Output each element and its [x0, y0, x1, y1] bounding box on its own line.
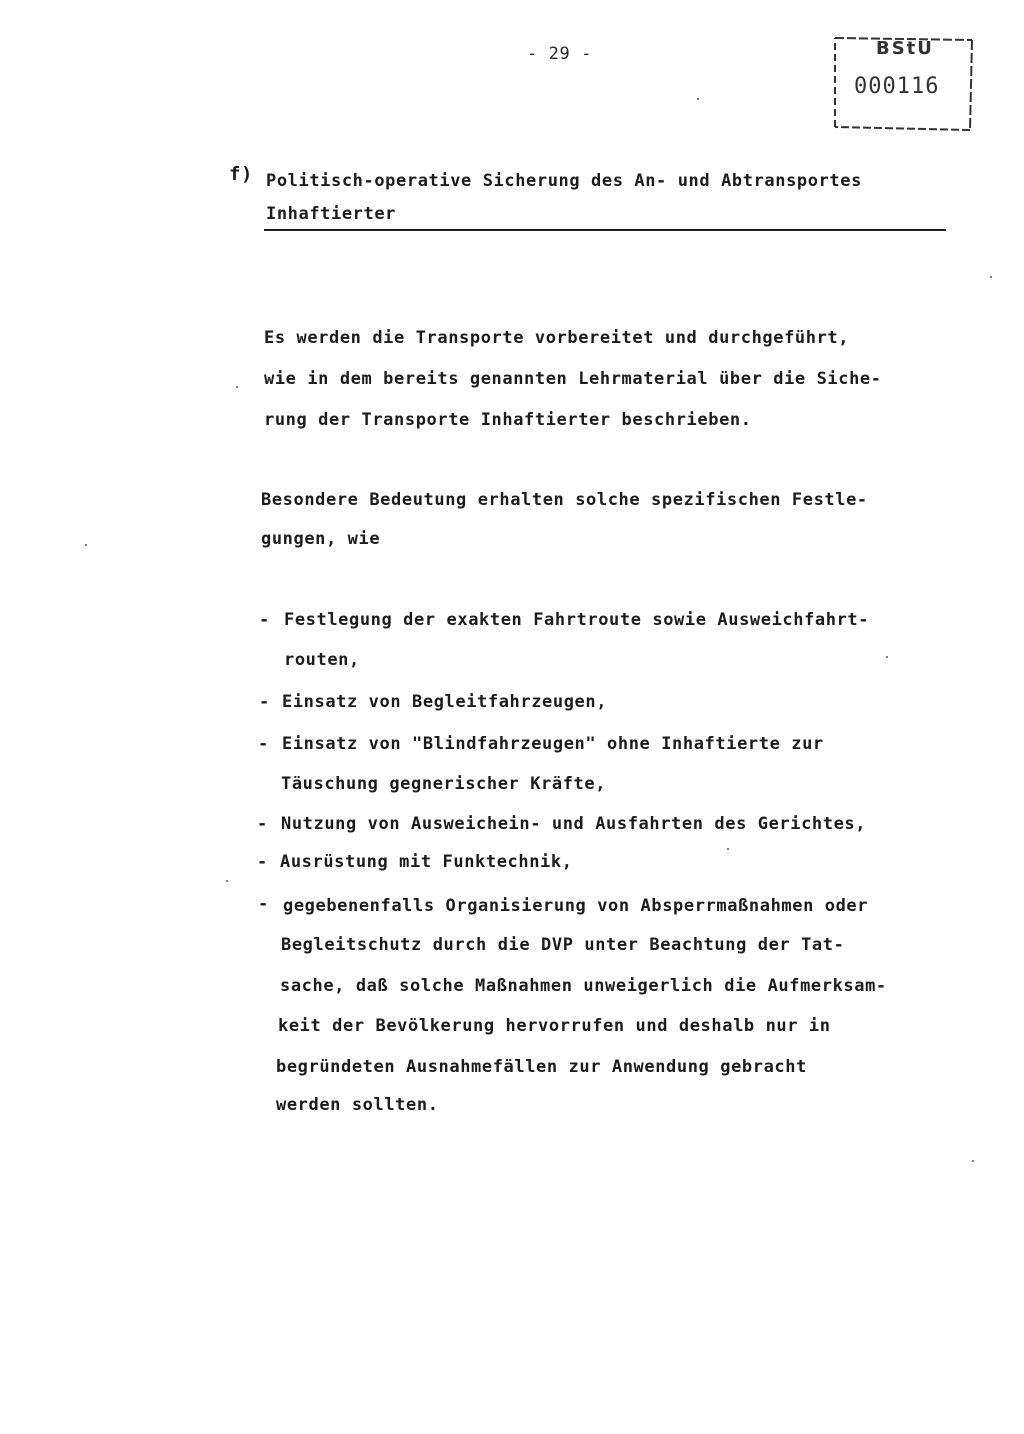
list-item-6-line-4: keit der Bevölkerung hervorrufen und deshalb nur in — [278, 1016, 831, 1036]
list-item-6-line-5: begründeten Ausnahmefällen zur Anwendung gebracht — [276, 1057, 807, 1077]
list-item-1-marker: - — [259, 610, 270, 630]
list-item-4-line-1: Nutzung von Ausweichein- und Ausfahrten des Gerichtes, — [281, 814, 867, 834]
scan-speck — [697, 98, 699, 100]
list-item-2-line-1: Einsatz von Begleitfahrzeugen, — [282, 692, 608, 712]
paragraph-1-line-3: rung der Transporte Inhaftierter beschrieben. — [264, 410, 752, 430]
stamp-label: BStU — [876, 38, 934, 59]
section-letter: f) — [229, 163, 254, 185]
list-item-6-line-2: Begleitschutz durch die DVP unter Beachtung der Tat- — [281, 935, 845, 955]
paragraph-2-line-2: gungen, wie — [261, 529, 381, 549]
page-number: - 29 - — [527, 44, 593, 64]
list-item-5-marker: - — [257, 852, 268, 872]
list-item-6-line-6: werden sollten. — [276, 1095, 439, 1115]
scan-speck — [85, 544, 87, 546]
list-item-3-line-1: Einsatz von "Blindfahrzeugen" ohne Inhaftierte zur — [282, 734, 824, 754]
list-item-6-line-1: gegebenenfalls Organisierung von Absperrmaßnahmen oder — [283, 896, 869, 916]
scan-speck — [990, 276, 992, 278]
paragraph-1-line-2: wie in dem bereits genannten Lehrmaterial über die Siche- — [264, 369, 882, 389]
section-title-line-2: Inhaftierter — [266, 204, 397, 224]
section-title-line-1: Politisch-operative Sicherung des An- und Abtransportes — [266, 171, 862, 191]
scan-speck — [972, 1160, 974, 1162]
list-item-3-line-2: Täuschung gegnerischer Kräfte, — [281, 774, 607, 794]
list-item-3-marker: - — [258, 734, 269, 754]
list-item-1-line-2: routen, — [284, 650, 360, 670]
scan-speck — [226, 880, 228, 882]
list-item-6-marker: - — [258, 894, 269, 914]
paragraph-1-line-1: Es werden die Transporte vorbereitet und durchgeführt, — [264, 328, 850, 348]
list-item-4-marker: - — [257, 814, 268, 834]
scan-speck — [236, 386, 238, 388]
heading-underline — [264, 229, 946, 231]
stamp-number: 000116 — [854, 74, 940, 99]
scan-speck — [886, 656, 888, 658]
list-item-1-line-1: Festlegung der exakten Fahrtroute sowie Ausweichfahrt- — [284, 610, 870, 630]
list-item-5-line-1: Ausrüstung mit Funktechnik, — [280, 852, 573, 872]
paragraph-2-line-1: Besondere Bedeutung erhalten solche spezifischen Festle- — [261, 490, 868, 510]
scan-speck — [727, 848, 729, 850]
list-item-6-line-3: sache, daß solche Maßnahmen unweigerlich die Aufmerksam- — [280, 976, 887, 996]
list-item-2-marker: - — [259, 692, 270, 712]
archive-stamp — [832, 32, 974, 132]
